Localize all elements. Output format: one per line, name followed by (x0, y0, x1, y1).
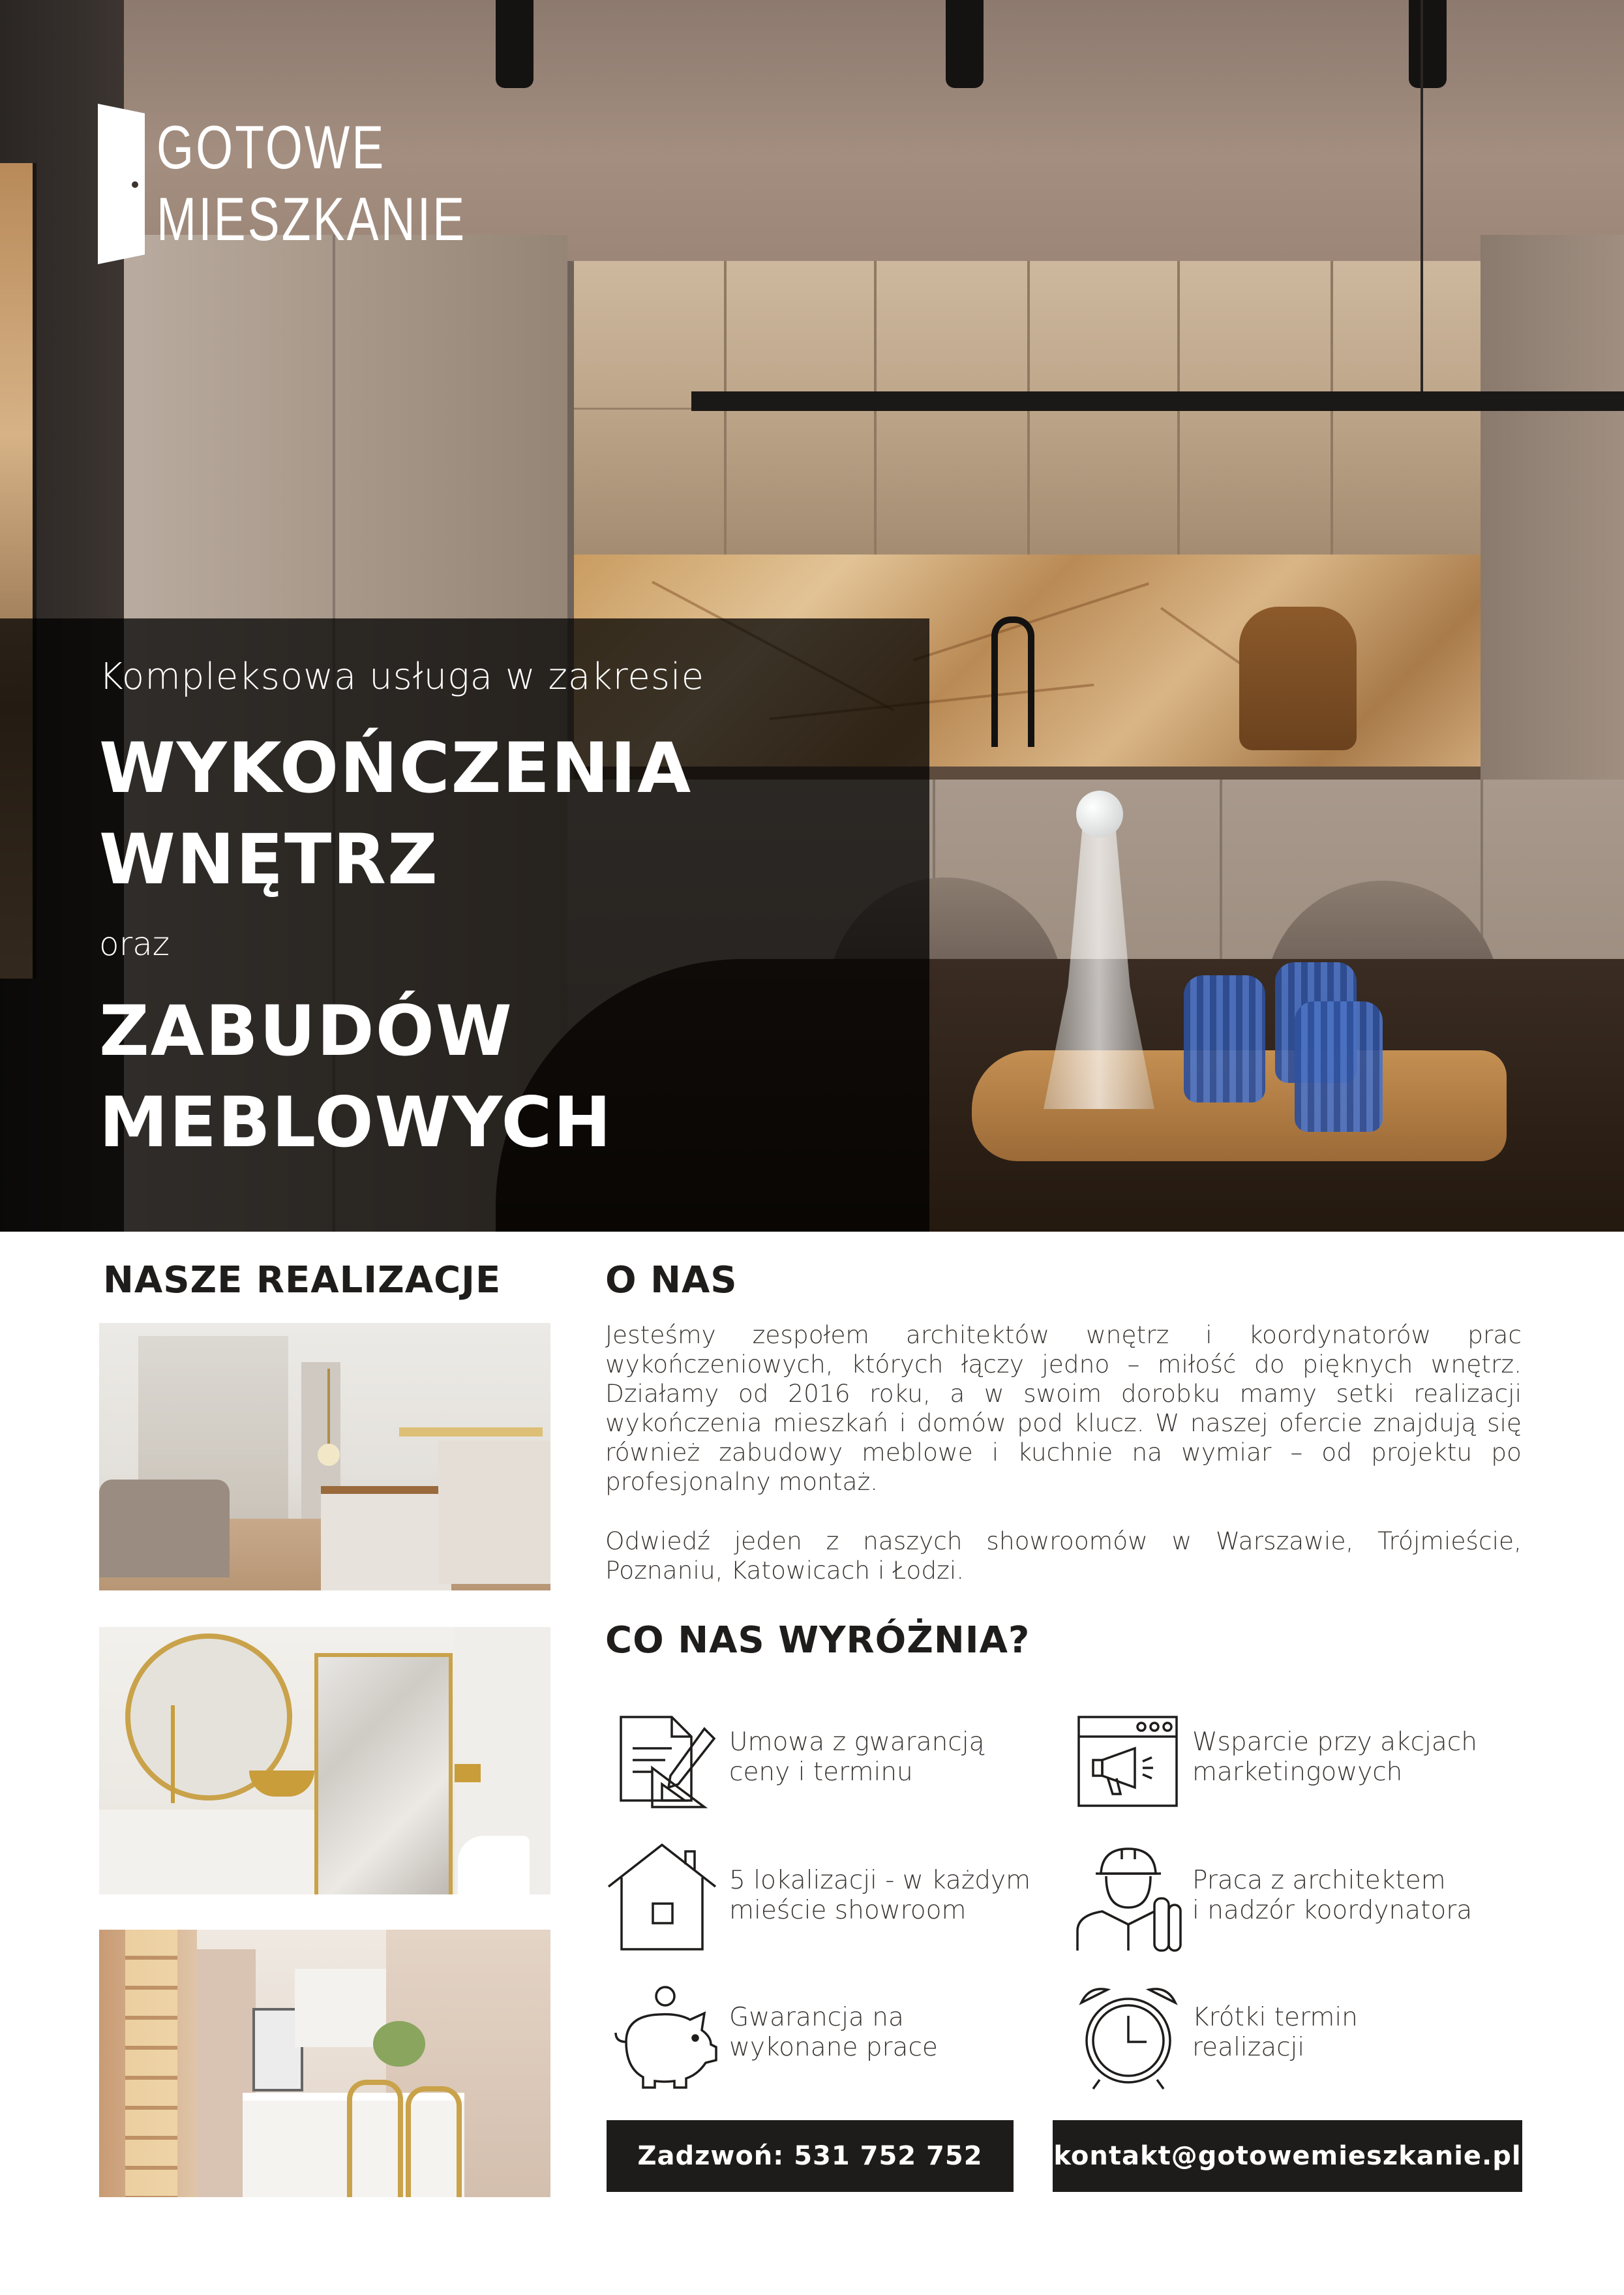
feature-text: 5 lokalizacji - w każdym mieście showroom (729, 1866, 1031, 1925)
brand-name-line1: GOTOWE (157, 113, 386, 181)
call-button[interactable]: Zadzwoń: 531 752 752 (607, 2120, 1014, 2192)
contract-icon (607, 1703, 724, 1820)
hero-blue-glass (1184, 975, 1265, 1102)
bathroom-photo (99, 1627, 550, 1894)
hero-headline: WYKOŃCZENIA (99, 728, 693, 808)
ceiling-spotlight (1409, 0, 1447, 88)
hero-headline: ZABUDÓW (99, 991, 513, 1071)
ceiling-spotlight (496, 0, 534, 88)
hero-connector: oraz (99, 925, 170, 963)
house-icon (603, 1840, 721, 1957)
feature-text: Wsparcie przy akcjach marketingowych (1192, 1727, 1477, 1787)
about-title: O NAS (605, 1259, 738, 1301)
feature-text: Gwarancja na wykonane prace (729, 2003, 938, 2062)
living-room-kitchen-photo (99, 1323, 550, 1590)
marketing-megaphone-icon (1070, 1703, 1187, 1820)
hero-headline: MEBLOWYCH (99, 1082, 612, 1163)
alarm-clock-icon (1070, 1977, 1187, 2094)
hero-faucet (991, 616, 1034, 747)
kitchen-photo (99, 1930, 550, 2197)
realizations-title: NASZE REALIZACJE (103, 1259, 502, 1301)
about-paragraph: Jesteśmy zespołem architektów wnętrz i koordynatorów prac wykończeniowych, których łączy jedno – miłość do pięknych wnętrz. Działamy od 2016 roku, a w swoim dorobku mamy setki realizacji wykończenia mieszkań i domów pod klucz. W naszej ofercie znajdują się również zabudowy meblowe i kuchnie na wymiar – od projektu po profesjonalny montaż. (605, 1320, 1522, 1496)
hero-pendant-lamp (691, 391, 1624, 411)
hero-lamp-cable (1421, 0, 1423, 395)
features-title: CO NAS WYRÓŻNIA? (605, 1619, 1030, 1662)
hero-headline: WNĘTRZ (99, 819, 439, 900)
hero-cutting-board (1239, 607, 1357, 750)
feature-text: Umowa z gwarancją ceny i terminu (729, 1727, 985, 1787)
door-knob (132, 181, 138, 188)
brand-logo[interactable] (98, 101, 467, 264)
ceiling-spotlight (946, 0, 984, 88)
about-paragraph: Odwiedź jeden z naszych showroomów w Warszawie, Trójmieście, Poznaniu, Katowicach i Łodzi. (605, 1527, 1522, 1585)
brand-name-line2: MIESZKANIE (157, 185, 467, 253)
feature-text: Krótki termin realizacji (1192, 2003, 1358, 2062)
hero-intro: Kompleksowa usługa w zakresie (99, 656, 705, 698)
email-button[interactable]: kontakt@gotowemieszkanie.pl (1053, 2120, 1522, 2192)
architect-icon (1070, 1840, 1187, 1957)
feature-text: Praca z architektem i nadzór koordynatora (1192, 1866, 1473, 1925)
piggy-bank-icon (607, 1977, 724, 2094)
hero-blue-glass (1295, 1001, 1383, 1132)
hero-carafe-stopper (1076, 791, 1123, 838)
